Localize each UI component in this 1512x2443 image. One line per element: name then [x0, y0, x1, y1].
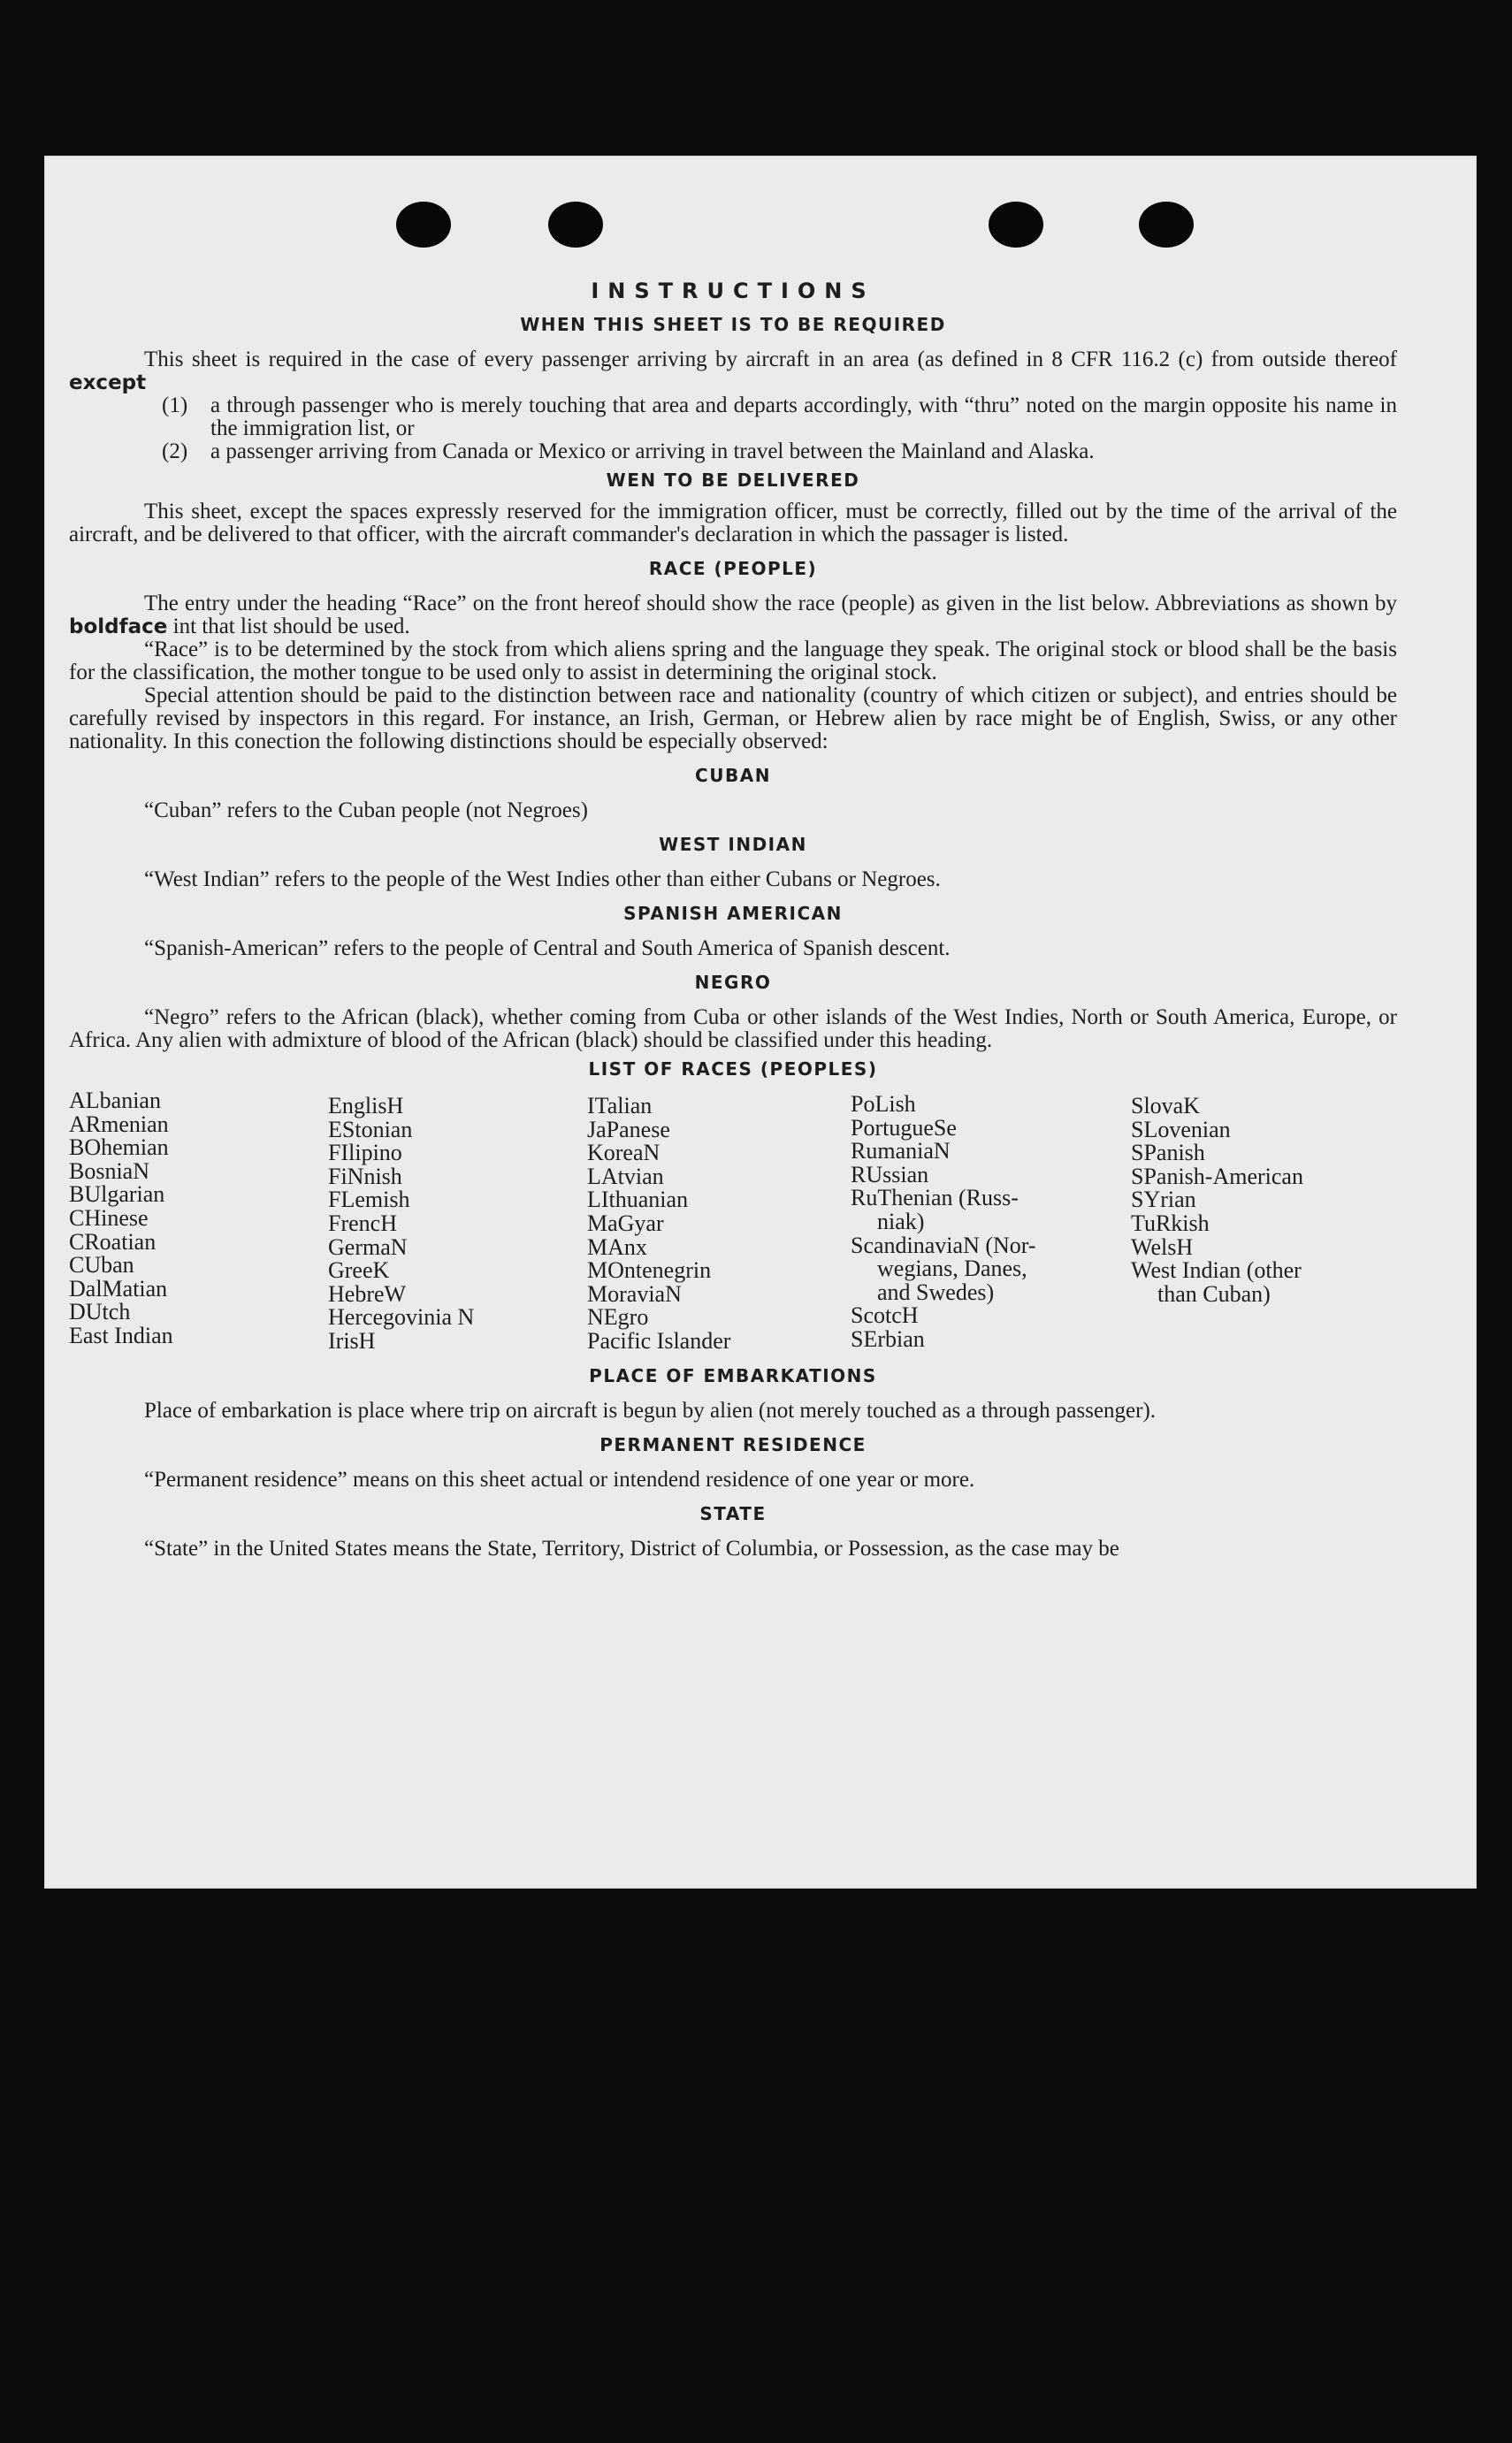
paragraph: Special attention should be paid to the distinction between race and nationality (country of which citizen or subject), and entries should be carefully revised by inspectors in this regard. For instance, an Irish, German, or Hebrew alien by race might be of English, Swiss, or any other nationality. In this conection the following distinctions should be especially observed: [69, 683, 1397, 753]
paragraph: Place of embarkation is place where trip on aircraft is begun by alien (not merely touched as a through passenger). [144, 1398, 1157, 1423]
paragraph: “State” in the United States means the State, Territory, District of Columbia, or Possession, as the case may be [144, 1536, 1119, 1561]
section-heading: NEGRO [694, 972, 772, 993]
race-item: DUtch [69, 1299, 131, 1325]
race-item: FrencH [328, 1210, 397, 1236]
paragraph: The entry under the heading “Race” on the front hereof should show the race (people) as given in the list below. Abbreviations as shown by boldface int that list should be used. [69, 592, 1397, 638]
race-item: BosniaN [69, 1157, 149, 1184]
race-item: MaGyar [587, 1210, 664, 1236]
section-heading: STATE [699, 1502, 767, 1524]
list-item: (2) a passenger arriving from Canada or Mexico or arriving in travel between the Mainland and Alaska. [162, 439, 1095, 463]
section-heading: SPANISH AMERICAN [623, 903, 843, 924]
race-item: ScandinaviaN (Nor- [851, 1232, 1036, 1258]
race-item: TuRkish [1131, 1210, 1210, 1236]
section-heading: WHEN THIS SHEET IS TO BE REQUIRED [520, 314, 946, 335]
race-item: Hercegovinia N [328, 1304, 475, 1331]
race-item: SYrian [1131, 1187, 1196, 1213]
race-item: GreeK [328, 1257, 390, 1284]
race-item: WelsH [1131, 1233, 1194, 1260]
race-item: ScotcH [851, 1302, 919, 1329]
race-item: JaPanese [587, 1116, 670, 1142]
race-item: SPanish [1131, 1140, 1205, 1166]
race-item: SLovenian [1131, 1116, 1231, 1142]
race-item: GermaN [328, 1233, 408, 1260]
race-item: KoreaN [587, 1140, 661, 1166]
list-item: (1) a through passenger who is merely touching that area and departs accordingly, with “thru” noted on the margin opposite his name in the immigration list, or [162, 393, 1397, 440]
section-heading: WEN TO BE DELIVERED [606, 470, 860, 491]
section-heading: LIST OF RACES (PEOPLES) [588, 1058, 878, 1080]
race-item: CHinese [69, 1204, 149, 1231]
race-item: SlovaK [1131, 1093, 1200, 1118]
race-item: FIlipino [328, 1140, 402, 1166]
races-column [328, 1089, 587, 1354]
race-item: RuThenian (Russ- [851, 1185, 1019, 1211]
race-item: ALbanian [69, 1088, 161, 1113]
race-item: West Indian (other [1131, 1257, 1302, 1284]
paragraph: “West Indian” refers to the people of the West Indies other than either Cubans or Negroes. [144, 867, 941, 891]
document-body [69, 279, 1397, 1561]
race-item: ARmenian [69, 1111, 169, 1137]
race-item: IrisH [328, 1327, 376, 1354]
race-item: BOhemian [69, 1134, 169, 1161]
punch-hole [989, 202, 1043, 248]
race-item: FiNnish [328, 1163, 402, 1189]
race-item: MAnx [587, 1233, 647, 1260]
races-column [69, 1089, 328, 1354]
race-item: CUban [69, 1252, 134, 1279]
document-sheet [44, 156, 1477, 1889]
race-item: ITalian [587, 1093, 653, 1118]
page-title: INSTRUCTIONS [591, 279, 875, 303]
race-item: HebreW [328, 1280, 407, 1307]
race-item: Pacific Islander [587, 1327, 731, 1354]
race-item: CRoatian [69, 1228, 157, 1255]
races-column [851, 1089, 1131, 1354]
race-item: MoraviaN [587, 1280, 682, 1307]
race-item: FLemish [328, 1187, 410, 1213]
paragraph: “Negro” refers to the African (black), whether coming from Cuba or other islands of the West Indies, North or South America, Europe, or Africa. Any alien with admixture of blood of the African (black) should be classified under this heading. [69, 1005, 1397, 1052]
race-item: niak) [877, 1208, 925, 1234]
race-item: than Cuban) [1157, 1280, 1271, 1307]
race-item: PortugueSe [851, 1114, 957, 1141]
races-column [1131, 1089, 1396, 1354]
paragraph: “Race” is to be determined by the stock from which aliens spring and the language they speak. The original stock or blood shall be the basis for the classification, the mother tongue to be used only to assist in determining the original stock. [69, 637, 1397, 684]
section-heading: PERMANENT RESIDENCE [599, 1433, 867, 1455]
section-heading: RACE (PEOPLE) [648, 558, 818, 579]
paragraph: “Cuban” refers to the Cuban people (not Negroes) [144, 798, 588, 822]
races-column [587, 1089, 851, 1354]
race-item: NEgro [587, 1304, 649, 1331]
race-item: EnglisH [328, 1093, 404, 1118]
race-item: BUlgarian [69, 1181, 165, 1208]
race-item: RUssian [851, 1161, 929, 1187]
race-item: wegians, Danes, [877, 1256, 1027, 1282]
race-item: PoLish [851, 1091, 916, 1117]
paragraph: “Spanish-American” refers to the people of Central and South America of Spanish descent. [144, 936, 951, 960]
paragraph: “Permanent residence” means on this sheet actual or intendend residence of one year or more. [144, 1467, 975, 1492]
punch-hole [548, 202, 603, 248]
race-item: DalMatian [69, 1275, 168, 1302]
paragraph: This sheet is required in the case of every passenger arriving by aircraft in an area (as defined in 8 CFR 116.2 (c) from outside thereof except [69, 347, 1397, 394]
punch-hole [396, 202, 451, 248]
race-item: RumaniaN [851, 1138, 951, 1164]
section-heading: WEST INDIAN [659, 834, 807, 855]
paragraph: This sheet, except the spaces expressly reserved for the immigration officer, must be correctly, filled out by the time of the arrival of the aircraft, and be delivered to that officer, with the aircraft commander's declaration in which the passager is listed. [69, 500, 1397, 546]
race-item: MOntenegrin [587, 1257, 712, 1284]
races-list [69, 1089, 1397, 1354]
punch-hole [1139, 202, 1194, 248]
section-heading: PLACE OF EMBARKATIONS [589, 1364, 877, 1386]
race-item: SErbian [851, 1325, 925, 1352]
race-item: and Swedes) [877, 1279, 995, 1305]
race-item: EStonian [328, 1116, 413, 1142]
race-item: LIthuanian [587, 1187, 689, 1213]
race-item: LAtvian [587, 1163, 664, 1189]
race-item: East Indian [69, 1322, 173, 1348]
race-item: SPanish-American [1131, 1163, 1303, 1189]
section-heading: CUBAN [695, 765, 771, 786]
